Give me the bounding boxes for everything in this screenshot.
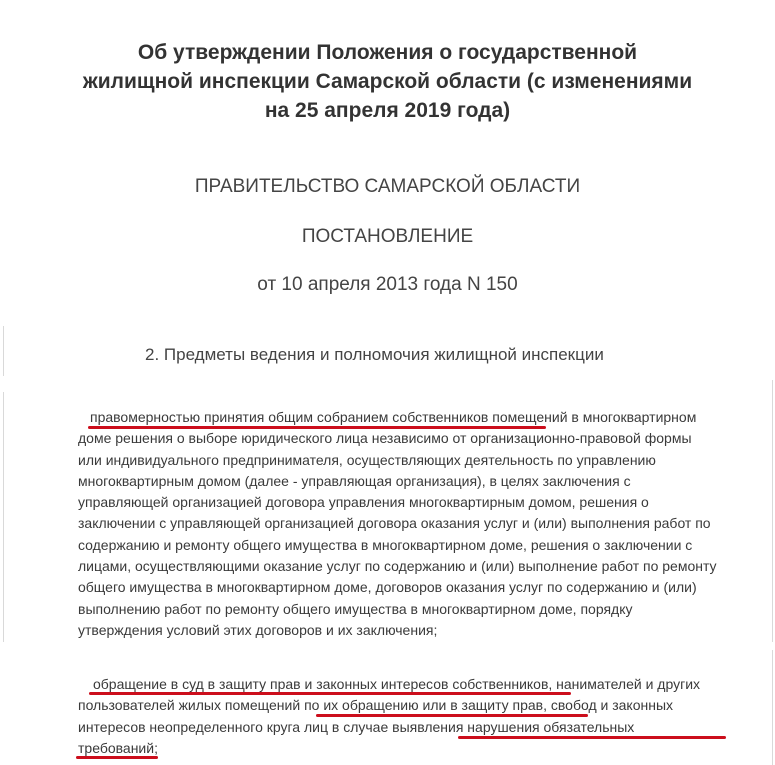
left-edge-divider <box>3 326 4 376</box>
paragraph-line: утверждения условий этих договоров и их заключения; <box>78 621 438 638</box>
paragraph-line: лицами, осуществляющими оказание услуг по содержанию и (или) выполнение работ по ремонту <box>78 558 717 575</box>
paragraph-line: или индивидуального предпринимателя, осуществляющих деятельность по управлению <box>78 451 656 468</box>
red-underline-highlight <box>88 426 546 429</box>
paragraph-line: многоквартирным домом (далее - управляющая организация), в целях заключения с <box>78 472 631 489</box>
right-edge-divider <box>772 650 773 765</box>
paragraph-line: правомерностью принятия общим собранием собственников помещений в многоквартирном <box>90 409 697 425</box>
paragraph-line: управляющей организацией договора управления многоквартирным домом, решения о <box>78 494 649 511</box>
document-title-line: на 25 апреля 2019 года) <box>264 99 511 122</box>
paragraph-line: общего имущества в многоквартирном доме, договоров оказания услуг по содержанию и (или) <box>78 579 697 596</box>
paragraph-line: доме решения о выборе юридического лица независимо от организационно-правовой формы <box>78 430 692 447</box>
paragraph-line: обращение в суд в защиту прав и законных интересов собственников, нанимателей и других <box>93 676 701 692</box>
red-underline-highlight <box>316 714 588 717</box>
section-title: 2. Предметы ведения и полномочия жилищной инспекции <box>145 345 604 364</box>
paragraph-line: пользователей жилых помещений по их обращению или в защиту прав, свобод и законных <box>78 697 674 714</box>
issuing-authority: ПРАВИТЕЛЬСТВО САМАРСКОЙ ОБЛАСТИ <box>194 176 581 197</box>
left-edge-divider <box>3 392 4 642</box>
paragraph-line: требований; <box>78 739 158 756</box>
red-underline-highlight <box>76 756 158 759</box>
paragraph-line: заключении с управляющей организацией договора оказания услуг и (или) выполнения работ по <box>78 515 711 532</box>
paragraph-line: содержанию и ремонту общего имущества в многоквартирном доме, решения о заключении с <box>78 536 693 553</box>
paragraph-line: выполнению работ по ремонту общего имущества в многоквартирном доме, порядку <box>78 600 633 617</box>
red-underline-highlight <box>458 736 726 739</box>
paragraph-line: интересов неопределенного круга лиц в случае выявления нарушения обязательных <box>78 718 635 735</box>
document-title <box>30 38 745 125</box>
document-title-line: Об утверждении Положения о государственной <box>137 41 638 64</box>
document-date-number: от 10 апреля 2013 года N 150 <box>257 274 518 295</box>
right-edge-divider <box>772 380 773 642</box>
red-underline-highlight <box>89 692 571 695</box>
document-title-line: жилищной инспекции Самарской области (с изменениями <box>82 70 693 93</box>
paragraph-legality-of-decision <box>78 407 726 641</box>
document-type: ПОСТАНОВЛЕНИЕ <box>301 226 474 247</box>
